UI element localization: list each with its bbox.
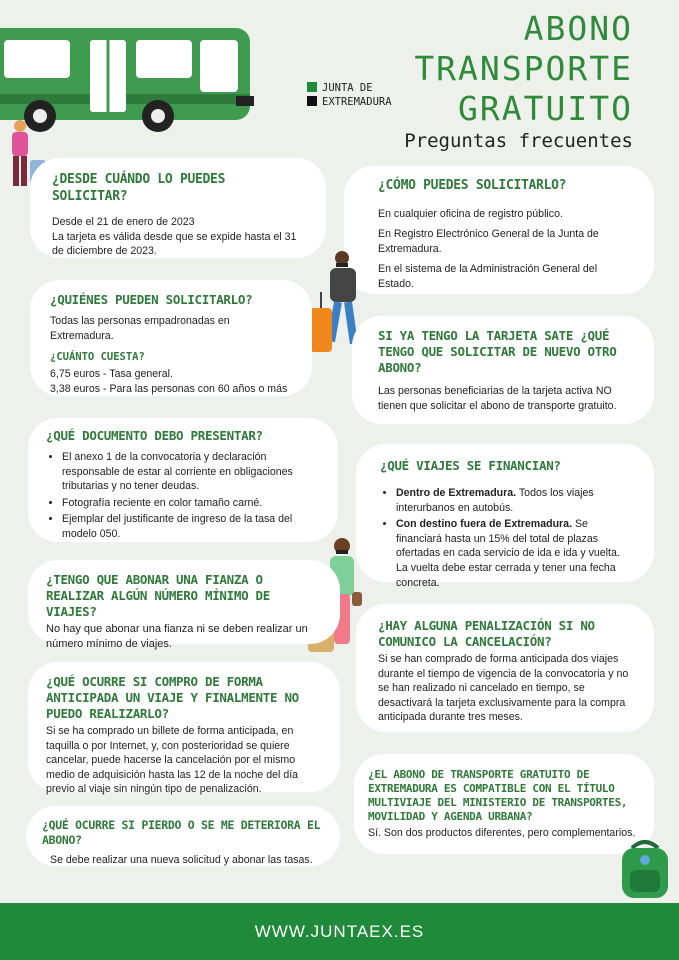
card-quienes-answer: Todas las personas empadronadas en Extremadura. — [50, 315, 230, 342]
list-item: • El anexo 1 de la convocatoria y declaración responsable de estar al corriente en obligaciones tributarias y no tener deudas. — [62, 450, 320, 494]
card-viajes-item1-text: Todos los viajes interurbanos en autobús. — [396, 487, 594, 514]
card-fianza-answer: No hay que abonar una fianza ni se deben realizar un número mínimo de viajes. — [46, 623, 308, 651]
card-desde — [30, 158, 326, 258]
card-fianza — [28, 560, 340, 651]
card-multiviaje — [354, 754, 654, 854]
card-como-p3: En el sistema de la Administración General del Estado. — [378, 263, 598, 291]
logo-line1: JUNTA DE — [322, 82, 373, 94]
card-pierdo-answer: Se debe realizar una nueva solicitud y abonar las tasas. — [50, 854, 313, 867]
card-desde-line1: Desde el 21 de enero de 2023 — [52, 216, 195, 229]
card-sate-answer: Las personas beneficiarias de la tarjeta activa NO tienen que solicitar el abono de transporte gratuito. — [378, 385, 617, 412]
card-fianza-question: ¿TENGO QUE ABONAR UNA FIANZA O REALIZAR ALGÚN NÚMERO MÍNIMO DE VIAJES? — [46, 572, 270, 619]
card-sate-question: SI YA TENGO LA TARJETA SATE ¿QUÉ TENGO QUE SOLICITAR DE NUEVO OTRO ABONO? — [378, 328, 617, 375]
card-quienes-subquestion: ¿CUÁNTO CUESTA? — [50, 351, 145, 364]
card-quienes-price2: 3,38 euros - Para las personas con 60 años o más — [50, 382, 288, 395]
card-pierdo-question: ¿QUÉ OCURRE SI PIERDO O SE ME DETERIORA EL ABONO? — [42, 818, 321, 847]
card-documento-question: ¿QUÉ DOCUMENTO DEBO PRESENTAR? — [46, 428, 263, 443]
card-desde-line2: La tarjeta es válida desde que se expide hasta el 31 de diciembre de 2023. — [52, 230, 297, 258]
list-item: • Fotografía reciente en color tamaño carné. — [62, 496, 320, 511]
card-penalizacion — [356, 604, 654, 732]
card-quienes — [30, 280, 312, 396]
card-viajes-item1-lead: Dentro de Extremadura. — [396, 487, 517, 499]
card-como-p1: En cualquier oficina de registro público. — [378, 207, 563, 220]
card-penalizacion-answer: Si se han comprado de forma anticipada dos viajes durante el tiempo de vigencia de la convocatoria y no se han realizado ni cancelado en tiempo, se desactivará la tarjeta exclusivamente para la compra anticipada durante tres meses. — [378, 653, 629, 724]
backpack-icon — [614, 836, 676, 902]
list-item — [396, 486, 630, 515]
card-desde-question: ¿DESDE CUÁNDO LO PUEDES SOLICITAR? — [52, 172, 226, 204]
title-line3: GRATUITO — [458, 89, 633, 128]
card-documento — [28, 418, 338, 542]
card-documento-list — [46, 450, 320, 542]
card-como-p2: En Registro Electrónico General de la Junta de Extremadura. — [378, 228, 599, 255]
card-quienes-question: ¿QUIÉNES PUEDEN SOLICITARLO? — [50, 292, 253, 307]
card-viajes-question: ¿QUÉ VIAJES SE FINANCIAN? — [380, 458, 561, 473]
logo-black-square — [307, 96, 317, 106]
page-subtitle: Preguntas frecuentes — [404, 130, 633, 152]
card-viajes — [356, 444, 654, 589]
card-penalizacion-question: ¿HAY ALGUNA PENALIZACIÓN SI NO COMUNICO LA CANCELACIÓN? — [378, 618, 595, 649]
card-multiviaje-answer: Sí. Son dos productos diferentes, pero complementarios. — [368, 827, 636, 840]
card-pierdo — [26, 806, 340, 866]
list-item — [396, 517, 630, 590]
card-como — [344, 166, 654, 294]
card-como-question: ¿CÓMO PUEDES SOLICITARLO? — [378, 178, 567, 193]
card-anticipada-answer: Si se ha comprado un billete de forma anticipada, en taquilla o por Internet, y, con posterioridad se quiere cancelar, puede hacerse la cancelación por el mismo medio de adquisición hasta las 12 de la noche del día previo al viaje sin ningún tipo de penalización. — [46, 725, 299, 796]
title-line2: TRANSPORTE — [414, 49, 633, 88]
card-anticipada-question: ¿QUÉ OCURRE SI COMPRO DE FORMA ANTICIPADA UN VIAJE Y FINALMENTE NO PUEDO REALIZARLO? — [46, 674, 299, 721]
logo-line2: EXTREMADURA — [322, 95, 392, 108]
card-viajes-item2-text: Se financiará hasta un 15% del total de plazas ofertadas en cada servicio de ida e ida y vuelta. La vuelta debe estar cerrada y tener una fecha concreta. — [396, 518, 620, 589]
title-line1: ABONO — [523, 9, 633, 48]
card-multiviaje-question: ¿EL ABONO DE TRANSPORTE GRATUITO DE EXTREMADURA ES COMPATIBLE CON EL TÍTULO MULTIVIAJE DEL MINISTERIO DE TRANSPORTES, MOVILIDAD Y AGENDA URBANA? — [368, 768, 628, 824]
logo-green-square — [307, 82, 317, 92]
junta-logo — [307, 82, 392, 109]
card-anticipada — [28, 662, 340, 796]
card-viajes-item2-lead: Con destino fuera de Extremadura. — [396, 518, 573, 531]
footer-url[interactable]: WWW.JUNTAEX.ES — [0, 903, 679, 960]
card-sate — [352, 316, 654, 424]
card-quienes-price1: 6,75 euros - Tasa general. — [50, 368, 173, 381]
list-item: • Ejemplar del justificante de ingreso de la tasa del modelo 050. — [62, 512, 320, 541]
